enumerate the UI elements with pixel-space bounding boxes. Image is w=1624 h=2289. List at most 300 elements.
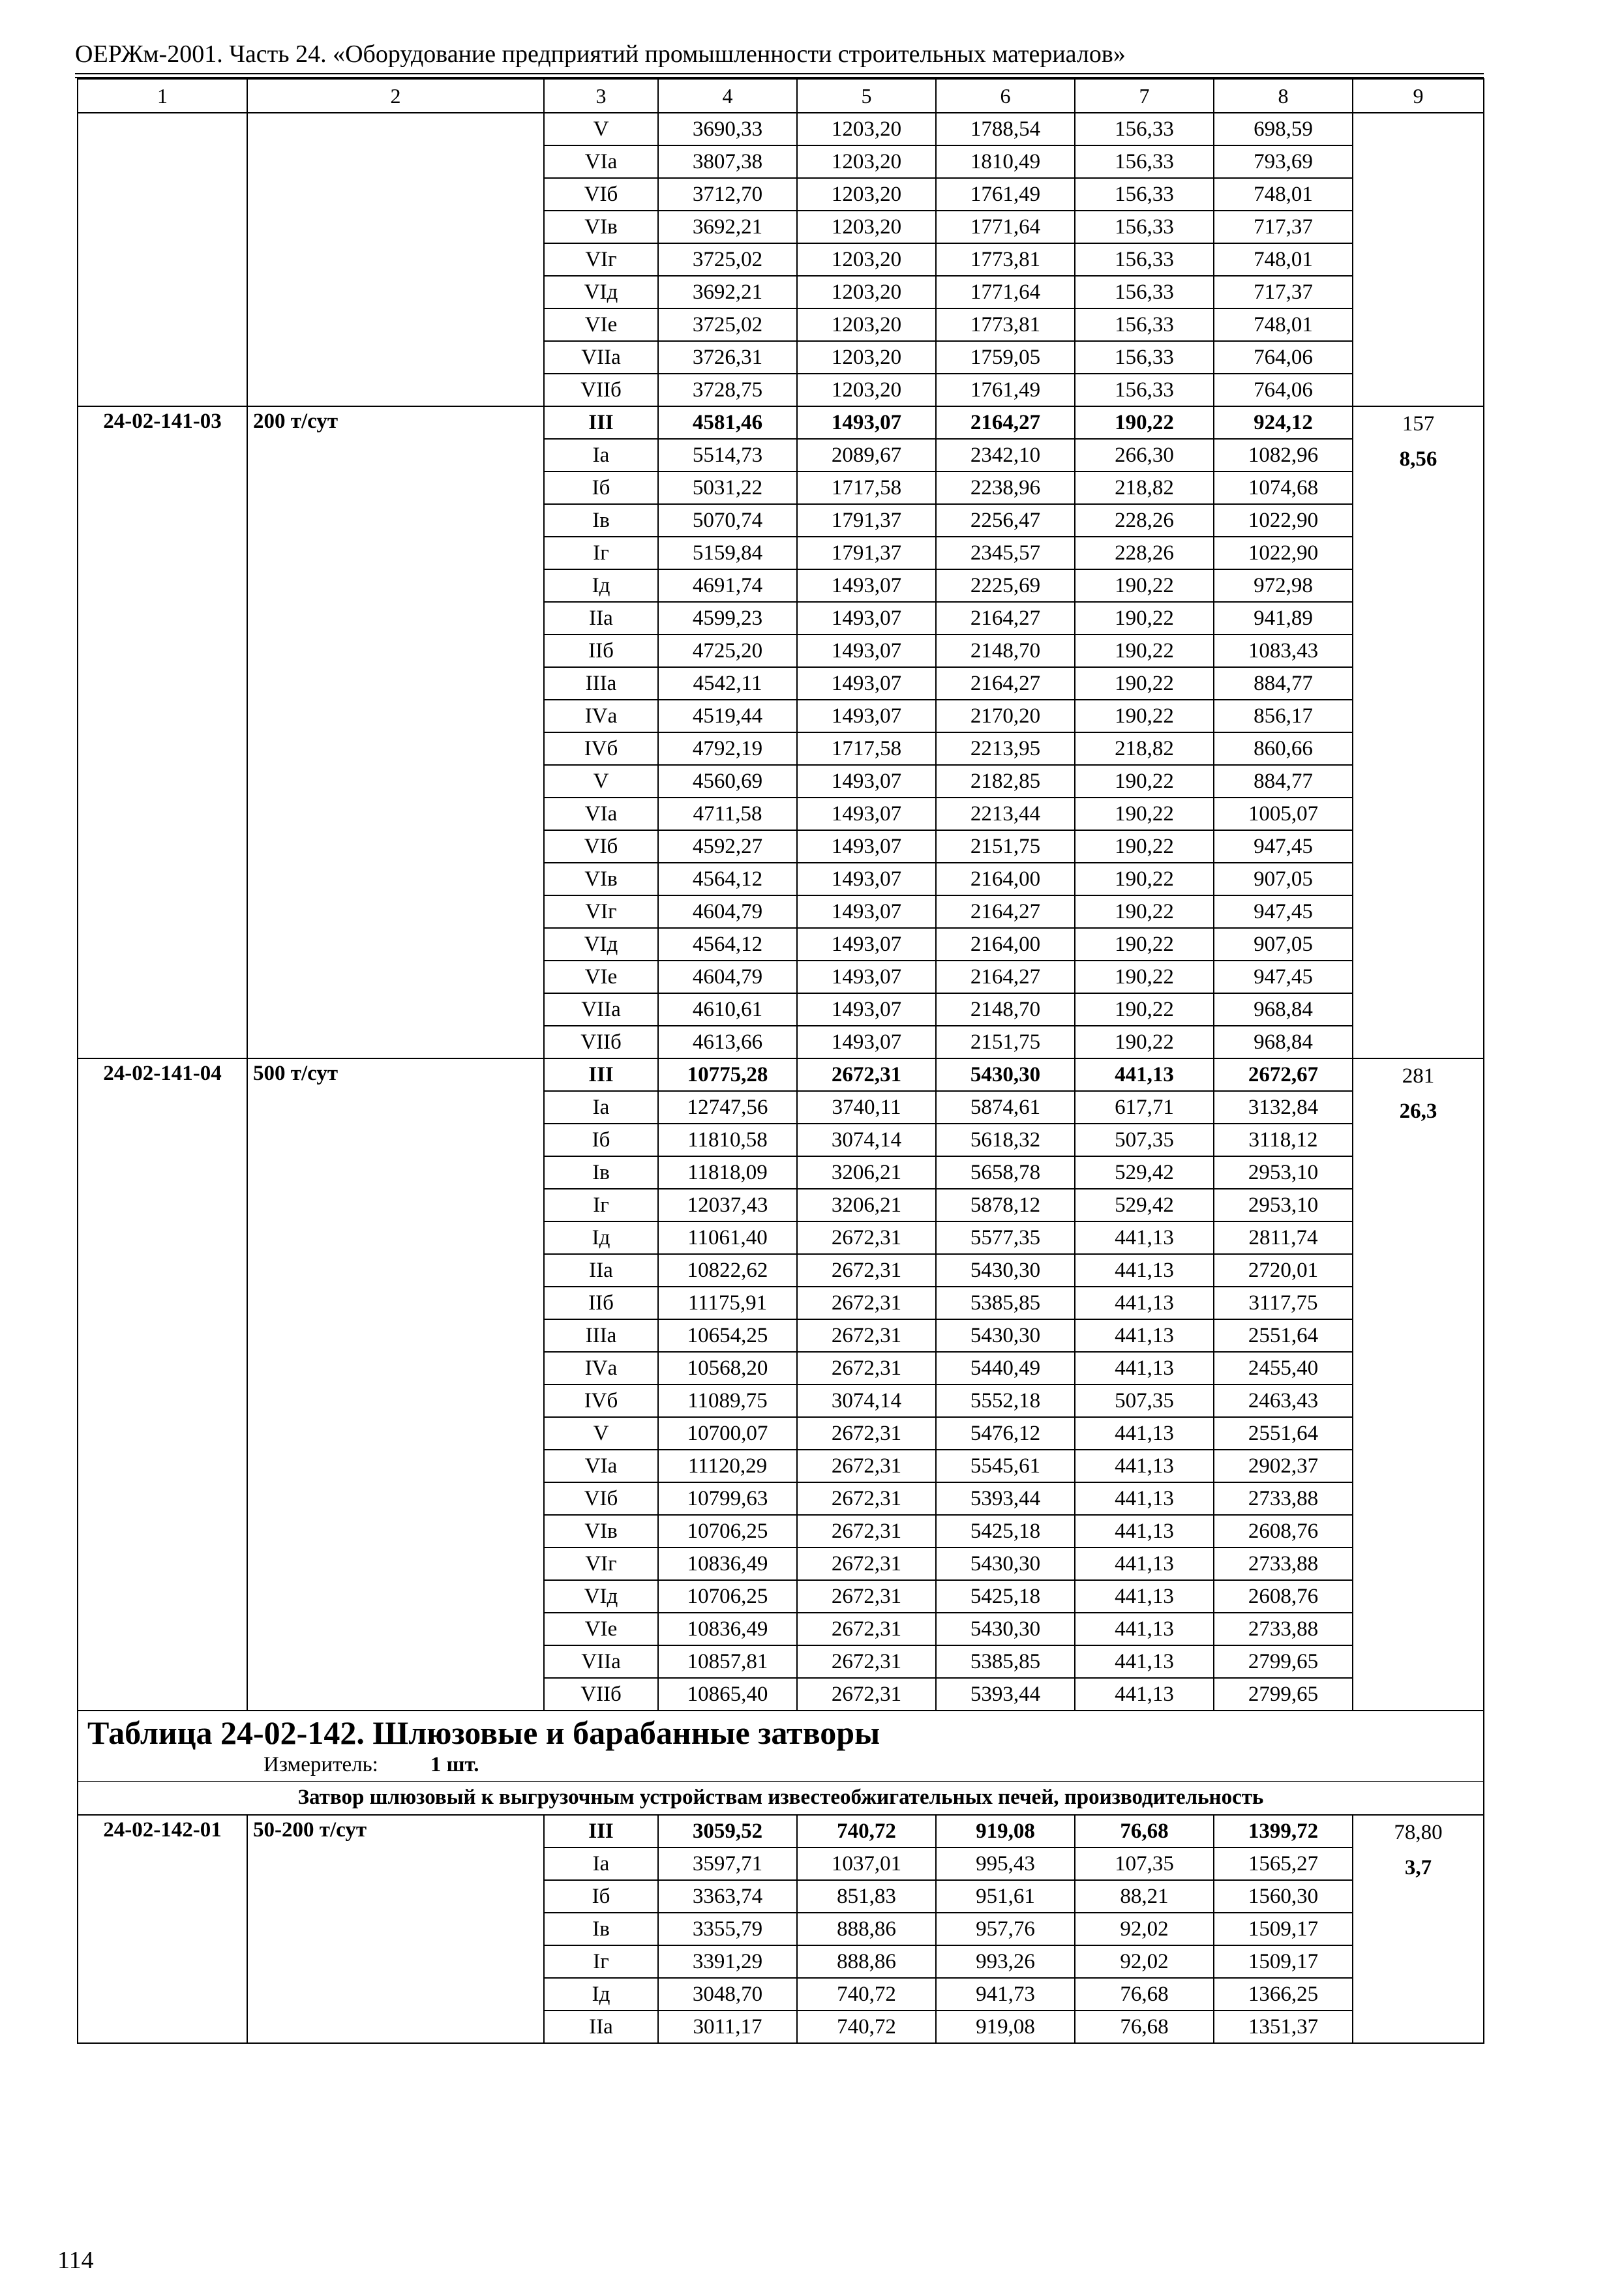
value-cell: 968,84 xyxy=(1214,993,1353,1026)
value-cell: 995,43 xyxy=(936,1848,1075,1880)
value-cell: 2953,10 xyxy=(1214,1156,1353,1189)
value-cell: 10568,20 xyxy=(658,1352,797,1384)
value-cell: 2953,10 xyxy=(1214,1189,1353,1221)
value-cell: 156,33 xyxy=(1075,374,1214,406)
zone-cell: VIIа xyxy=(544,341,658,374)
value-cell: 10799,63 xyxy=(658,1482,797,1515)
value-cell: 3807,38 xyxy=(658,145,797,178)
zone-cell: VIв xyxy=(544,863,658,895)
value-cell: 1203,20 xyxy=(797,211,936,243)
value-cell: 156,33 xyxy=(1075,276,1214,308)
value-cell: 3725,02 xyxy=(658,308,797,341)
value-cell: 1203,20 xyxy=(797,341,936,374)
value-cell: 5425,18 xyxy=(936,1580,1075,1613)
value-cell: 1493,07 xyxy=(797,1026,936,1058)
value-cell: 1509,17 xyxy=(1214,1913,1353,1945)
value-cell: 156,33 xyxy=(1075,308,1214,341)
value-cell: 2551,64 xyxy=(1214,1319,1353,1352)
value-cell: 1203,20 xyxy=(797,145,936,178)
value-cell: 1493,07 xyxy=(797,863,936,895)
value-cell: 740,72 xyxy=(797,2011,936,2043)
description-row xyxy=(78,1781,1484,1815)
value-cell: 2720,01 xyxy=(1214,1254,1353,1287)
value-cell: 1791,37 xyxy=(797,537,936,569)
value-cell: 441,13 xyxy=(1075,1287,1214,1319)
value-cell: 5159,84 xyxy=(658,537,797,569)
value-cell: 1791,37 xyxy=(797,504,936,537)
value-cell: 698,59 xyxy=(1214,113,1353,145)
zone-cell: IIб xyxy=(544,635,658,667)
value-cell: 2672,31 xyxy=(797,1515,936,1548)
value-cell: 3117,75 xyxy=(1214,1287,1353,1319)
value-cell: 190,22 xyxy=(1075,406,1214,439)
value-cell: 748,01 xyxy=(1214,178,1353,211)
value-cell: 947,45 xyxy=(1214,961,1353,993)
value-cell: 1565,27 xyxy=(1214,1848,1353,1880)
value-cell: 1037,01 xyxy=(797,1848,936,1880)
value-cell: 3206,21 xyxy=(797,1189,936,1221)
table-title-row xyxy=(78,1711,1484,1781)
value-cell: 1203,20 xyxy=(797,374,936,406)
zone-cell: Iб xyxy=(544,1880,658,1913)
zone-cell: III xyxy=(544,1058,658,1091)
value-cell: 5658,78 xyxy=(936,1156,1075,1189)
value-cell: 5618,32 xyxy=(936,1124,1075,1156)
zone-cell: III xyxy=(544,1815,658,1848)
value-cell: 11061,40 xyxy=(658,1221,797,1254)
value-cell: 10706,25 xyxy=(658,1515,797,1548)
value-cell: 717,37 xyxy=(1214,211,1353,243)
value-cell: 441,13 xyxy=(1075,1678,1214,1711)
value-cell: 993,26 xyxy=(936,1945,1075,1978)
value-cell: 4691,74 xyxy=(658,569,797,602)
value-cell: 10775,28 xyxy=(658,1058,797,1091)
value-cell: 2672,31 xyxy=(797,1352,936,1384)
value-cell: 888,86 xyxy=(797,1913,936,1945)
value-cell: 748,01 xyxy=(1214,308,1353,341)
value-cell: 1022,90 xyxy=(1214,504,1353,537)
column-number: 3 xyxy=(544,79,658,113)
value-cell: 2164,27 xyxy=(936,406,1075,439)
value-cell: 972,98 xyxy=(1214,569,1353,602)
value-cell: 2551,64 xyxy=(1214,1417,1353,1450)
value-cell: 1560,30 xyxy=(1214,1880,1353,1913)
zone-cell: IIа xyxy=(544,602,658,635)
value-cell: 764,06 xyxy=(1214,374,1353,406)
zone-cell: IIа xyxy=(544,1254,658,1287)
value-cell: 88,21 xyxy=(1075,1880,1214,1913)
value-cell: 3391,29 xyxy=(658,1945,797,1978)
value-cell: 968,84 xyxy=(1214,1026,1353,1058)
value-cell: 3011,17 xyxy=(658,2011,797,2043)
value-cell: 907,05 xyxy=(1214,928,1353,961)
column-number: 4 xyxy=(658,79,797,113)
value-cell: 2463,43 xyxy=(1214,1384,1353,1417)
zone-cell: IIб xyxy=(544,1287,658,1319)
value-cell: 156,33 xyxy=(1075,178,1214,211)
zone-cell: IVб xyxy=(544,732,658,765)
value-cell: 1203,20 xyxy=(797,308,936,341)
header-rule xyxy=(75,73,1484,78)
value-cell: 941,73 xyxy=(936,1978,1075,2011)
value-cell: 1493,07 xyxy=(797,961,936,993)
capacity-cell: 500 т/сут xyxy=(247,1058,544,1711)
value-cell: 2164,27 xyxy=(936,602,1075,635)
zone-cell: III xyxy=(544,406,658,439)
value-cell: 2164,00 xyxy=(936,928,1075,961)
zone-cell: Iа xyxy=(544,1848,658,1880)
value-cell: 2164,27 xyxy=(936,667,1075,700)
value-cell: 2672,31 xyxy=(797,1417,936,1450)
value-cell: 740,72 xyxy=(797,1978,936,2011)
value-cell: 156,33 xyxy=(1075,145,1214,178)
value-cell: 1761,49 xyxy=(936,178,1075,211)
value-cell: 1717,58 xyxy=(797,471,936,504)
value-cell: 107,35 xyxy=(1075,1848,1214,1880)
value-cell: 1509,17 xyxy=(1214,1945,1353,1978)
value-cell: 2799,65 xyxy=(1214,1678,1353,1711)
value-cell: 5430,30 xyxy=(936,1319,1075,1352)
value-cell: 793,69 xyxy=(1214,145,1353,178)
value-cell: 919,08 xyxy=(936,1815,1075,1848)
zone-cell: VIе xyxy=(544,961,658,993)
value-cell: 190,22 xyxy=(1075,993,1214,1026)
value-cell: 3048,70 xyxy=(658,1978,797,2011)
value-cell: 1493,07 xyxy=(797,765,936,798)
value-cell: 2672,31 xyxy=(797,1580,936,1613)
value-cell: 5545,61 xyxy=(936,1450,1075,1482)
zone-cell: VIг xyxy=(544,895,658,928)
extra-values-cell xyxy=(1353,113,1484,406)
value-cell: 3118,12 xyxy=(1214,1124,1353,1156)
value-cell: 10700,07 xyxy=(658,1417,797,1450)
zone-cell: VIа xyxy=(544,145,658,178)
value-cell: 1022,90 xyxy=(1214,537,1353,569)
value-cell: 2672,31 xyxy=(797,1287,936,1319)
value-cell: 5440,49 xyxy=(936,1352,1075,1384)
measure-line xyxy=(87,1752,1478,1778)
rate-code-cell: 24-02-141-04 xyxy=(78,1058,247,1711)
value-cell: 2608,76 xyxy=(1214,1580,1353,1613)
value-cell: 529,42 xyxy=(1075,1189,1214,1221)
value-cell: 10836,49 xyxy=(658,1548,797,1580)
value-cell: 4725,20 xyxy=(658,635,797,667)
value-cell: 1203,20 xyxy=(797,178,936,211)
value-cell: 529,42 xyxy=(1075,1156,1214,1189)
zone-cell: IIIа xyxy=(544,1319,658,1352)
extra-values-cell xyxy=(1353,1815,1484,2043)
value-cell: 1203,20 xyxy=(797,243,936,276)
zone-cell: Iб xyxy=(544,1124,658,1156)
value-cell: 947,45 xyxy=(1214,830,1353,863)
value-cell: 5430,30 xyxy=(936,1254,1075,1287)
value-cell: 2164,00 xyxy=(936,863,1075,895)
zone-cell: V xyxy=(544,765,658,798)
zone-cell: V xyxy=(544,1417,658,1450)
extra-value: 78,80 xyxy=(1394,1821,1443,1844)
value-cell: 888,86 xyxy=(797,1945,936,1978)
value-cell: 2148,70 xyxy=(936,635,1075,667)
zone-cell: Iг xyxy=(544,1189,658,1221)
value-cell: 3725,02 xyxy=(658,243,797,276)
value-cell: 156,33 xyxy=(1075,341,1214,374)
value-cell: 11089,75 xyxy=(658,1384,797,1417)
value-cell: 2151,75 xyxy=(936,830,1075,863)
column-number: 5 xyxy=(797,79,936,113)
extra-values-cell xyxy=(1353,1058,1484,1711)
value-cell: 441,13 xyxy=(1075,1319,1214,1352)
zone-cell: VIв xyxy=(544,1515,658,1548)
value-cell: 190,22 xyxy=(1075,700,1214,732)
value-cell: 3363,74 xyxy=(658,1880,797,1913)
value-cell: 4564,12 xyxy=(658,928,797,961)
value-cell: 4581,46 xyxy=(658,406,797,439)
value-cell: 1493,07 xyxy=(797,993,936,1026)
value-cell: 190,22 xyxy=(1075,1026,1214,1058)
value-cell: 156,33 xyxy=(1075,113,1214,145)
zone-cell: Iа xyxy=(544,1091,658,1124)
value-cell: 5577,35 xyxy=(936,1221,1075,1254)
zone-cell: VIг xyxy=(544,243,658,276)
value-cell: 441,13 xyxy=(1075,1254,1214,1287)
value-cell: 2213,44 xyxy=(936,798,1075,830)
value-cell: 1493,07 xyxy=(797,700,936,732)
zone-cell: IVа xyxy=(544,700,658,732)
value-cell: 1771,64 xyxy=(936,211,1075,243)
zone-cell: V xyxy=(544,113,658,145)
value-cell: 441,13 xyxy=(1075,1482,1214,1515)
value-cell: 190,22 xyxy=(1075,667,1214,700)
extra-value: 3,7 xyxy=(1404,1856,1432,1879)
value-cell: 1493,07 xyxy=(797,928,936,961)
zone-cell: Iд xyxy=(544,569,658,602)
value-cell: 441,13 xyxy=(1075,1613,1214,1645)
value-cell: 2164,27 xyxy=(936,895,1075,928)
zone-cell: VIд xyxy=(544,1580,658,1613)
value-cell: 441,13 xyxy=(1075,1221,1214,1254)
capacity-cell xyxy=(247,113,544,406)
value-cell: 2672,31 xyxy=(797,1613,936,1645)
value-cell: 3074,14 xyxy=(797,1384,936,1417)
zone-cell: VIб xyxy=(544,178,658,211)
value-cell: 5476,12 xyxy=(936,1417,1075,1450)
value-cell: 1493,07 xyxy=(797,798,936,830)
value-cell: 5552,18 xyxy=(936,1384,1075,1417)
value-cell: 1773,81 xyxy=(936,243,1075,276)
value-cell: 3597,71 xyxy=(658,1848,797,1880)
value-cell: 190,22 xyxy=(1075,635,1214,667)
table-row xyxy=(78,1058,1484,1091)
value-cell: 1083,43 xyxy=(1214,635,1353,667)
extra-value: 157 xyxy=(1402,412,1435,436)
value-cell: 76,68 xyxy=(1075,1815,1214,1848)
value-cell: 5385,85 xyxy=(936,1287,1075,1319)
zone-cell: Iв xyxy=(544,504,658,537)
value-cell: 5430,30 xyxy=(936,1058,1075,1091)
value-cell: 190,22 xyxy=(1075,895,1214,928)
value-cell: 190,22 xyxy=(1075,830,1214,863)
zone-cell: VIIб xyxy=(544,374,658,406)
zone-cell: VIд xyxy=(544,928,658,961)
value-cell: 2672,31 xyxy=(797,1254,936,1287)
value-cell: 2182,85 xyxy=(936,765,1075,798)
value-cell: 2225,69 xyxy=(936,569,1075,602)
value-cell: 228,26 xyxy=(1075,504,1214,537)
value-cell: 441,13 xyxy=(1075,1352,1214,1384)
value-cell: 441,13 xyxy=(1075,1645,1214,1678)
value-cell: 228,26 xyxy=(1075,537,1214,569)
value-cell: 190,22 xyxy=(1075,798,1214,830)
value-cell: 924,12 xyxy=(1214,406,1353,439)
value-cell: 2345,57 xyxy=(936,537,1075,569)
measure-value: 1 шт. xyxy=(430,1753,479,1777)
table-title: Таблица 24-02-142. Шлюзовые и барабанные затворы xyxy=(87,1714,880,1752)
extra-value: 281 xyxy=(1402,1064,1435,1088)
value-cell: 3740,11 xyxy=(797,1091,936,1124)
value-cell: 2672,31 xyxy=(797,1482,936,1515)
table-row xyxy=(78,113,1484,145)
zone-cell: VIIа xyxy=(544,993,658,1026)
value-cell: 4564,12 xyxy=(658,863,797,895)
value-cell: 2902,37 xyxy=(1214,1450,1353,1482)
value-cell: 11175,91 xyxy=(658,1287,797,1319)
value-cell: 740,72 xyxy=(797,1815,936,1848)
value-cell: 4610,61 xyxy=(658,993,797,1026)
value-cell: 851,83 xyxy=(797,1880,936,1913)
value-cell: 1493,07 xyxy=(797,667,936,700)
value-cell: 1493,07 xyxy=(797,406,936,439)
value-cell: 10857,81 xyxy=(658,1645,797,1678)
value-cell: 748,01 xyxy=(1214,243,1353,276)
value-cell: 2256,47 xyxy=(936,504,1075,537)
value-cell: 2672,31 xyxy=(797,1645,936,1678)
rate-code-cell xyxy=(78,113,247,406)
value-cell: 2170,20 xyxy=(936,700,1075,732)
value-cell: 1074,68 xyxy=(1214,471,1353,504)
value-cell: 2672,31 xyxy=(797,1221,936,1254)
value-cell: 1493,07 xyxy=(797,569,936,602)
value-cell: 2455,40 xyxy=(1214,1352,1353,1384)
value-cell: 1082,96 xyxy=(1214,439,1353,471)
zone-cell: IIIа xyxy=(544,667,658,700)
value-cell: 156,33 xyxy=(1075,243,1214,276)
zone-cell: Iд xyxy=(544,1221,658,1254)
value-cell: 617,71 xyxy=(1075,1091,1214,1124)
value-cell: 5874,61 xyxy=(936,1091,1075,1124)
value-cell: 5393,44 xyxy=(936,1482,1075,1515)
value-cell: 190,22 xyxy=(1075,602,1214,635)
table-title-cell xyxy=(78,1711,1484,1781)
value-cell: 4560,69 xyxy=(658,765,797,798)
value-cell: 441,13 xyxy=(1075,1450,1214,1482)
value-cell: 884,77 xyxy=(1214,765,1353,798)
value-cell: 1399,72 xyxy=(1214,1815,1353,1848)
zone-cell: Iг xyxy=(544,1945,658,1978)
value-cell: 5430,30 xyxy=(936,1548,1075,1580)
value-cell: 1203,20 xyxy=(797,113,936,145)
zone-cell: VIе xyxy=(544,308,658,341)
page-header: ОЕРЖм-2001. Часть 24. «Оборудование предприятий промышленности строительных материалов» xyxy=(75,40,1126,68)
value-cell: 860,66 xyxy=(1214,732,1353,765)
value-cell: 2672,31 xyxy=(797,1548,936,1580)
value-cell: 5878,12 xyxy=(936,1189,1075,1221)
value-cell: 5070,74 xyxy=(658,504,797,537)
value-cell: 3728,75 xyxy=(658,374,797,406)
value-cell: 1761,49 xyxy=(936,374,1075,406)
value-cell: 190,22 xyxy=(1075,863,1214,895)
rate-code-cell: 24-02-142-01 xyxy=(78,1815,247,2043)
value-cell: 12037,43 xyxy=(658,1189,797,1221)
value-cell: 218,82 xyxy=(1075,471,1214,504)
value-cell: 4604,79 xyxy=(658,961,797,993)
value-cell: 4519,44 xyxy=(658,700,797,732)
value-cell: 2608,76 xyxy=(1214,1515,1353,1548)
value-cell: 957,76 xyxy=(936,1913,1075,1945)
value-cell: 1788,54 xyxy=(936,113,1075,145)
zone-cell: VIв xyxy=(544,211,658,243)
rates-table xyxy=(77,78,1484,2044)
value-cell: 4542,11 xyxy=(658,667,797,700)
value-cell: 2213,95 xyxy=(936,732,1075,765)
zone-cell: VIIб xyxy=(544,1678,658,1711)
table-row xyxy=(78,406,1484,439)
zone-cell: VIе xyxy=(544,1613,658,1645)
value-cell: 3712,70 xyxy=(658,178,797,211)
value-cell: 441,13 xyxy=(1075,1515,1214,1548)
value-cell: 2672,31 xyxy=(797,1319,936,1352)
value-cell: 10836,49 xyxy=(658,1613,797,1645)
value-cell: 856,17 xyxy=(1214,700,1353,732)
value-cell: 441,13 xyxy=(1075,1580,1214,1613)
zone-cell: VIд xyxy=(544,276,658,308)
column-number: 2 xyxy=(247,79,544,113)
zone-cell: Iв xyxy=(544,1156,658,1189)
value-cell: 4613,66 xyxy=(658,1026,797,1058)
value-cell: 11120,29 xyxy=(658,1450,797,1482)
value-cell: 12747,56 xyxy=(658,1091,797,1124)
capacity-cell: 200 т/сут xyxy=(247,406,544,1058)
value-cell: 1005,07 xyxy=(1214,798,1353,830)
description-cell: Затвор шлюзовый к выгрузочным устройствам известеобжигательных печей, производительность xyxy=(78,1781,1484,1815)
value-cell: 10654,25 xyxy=(658,1319,797,1352)
value-cell: 10706,25 xyxy=(658,1580,797,1613)
value-cell: 2342,10 xyxy=(936,439,1075,471)
value-cell: 4599,23 xyxy=(658,602,797,635)
value-cell: 3059,52 xyxy=(658,1815,797,1848)
value-cell: 1810,49 xyxy=(936,145,1075,178)
value-cell: 5430,30 xyxy=(936,1613,1075,1645)
column-number: 8 xyxy=(1214,79,1353,113)
value-cell: 92,02 xyxy=(1075,1945,1214,1978)
column-number: 7 xyxy=(1075,79,1214,113)
value-cell: 1203,20 xyxy=(797,276,936,308)
value-cell: 11818,09 xyxy=(658,1156,797,1189)
column-numbers-row xyxy=(78,79,1484,113)
zone-cell: Iа xyxy=(544,439,658,471)
value-cell: 92,02 xyxy=(1075,1913,1214,1945)
table-body xyxy=(78,79,1484,2043)
value-cell: 1493,07 xyxy=(797,602,936,635)
value-cell: 1493,07 xyxy=(797,635,936,667)
value-cell: 1771,64 xyxy=(936,276,1075,308)
value-cell: 919,08 xyxy=(936,2011,1075,2043)
value-cell: 3074,14 xyxy=(797,1124,936,1156)
value-cell: 1717,58 xyxy=(797,732,936,765)
value-cell: 1366,25 xyxy=(1214,1978,1353,2011)
zone-cell: Iг xyxy=(544,537,658,569)
value-cell: 4711,58 xyxy=(658,798,797,830)
extra-value: 8,56 xyxy=(1399,447,1437,471)
